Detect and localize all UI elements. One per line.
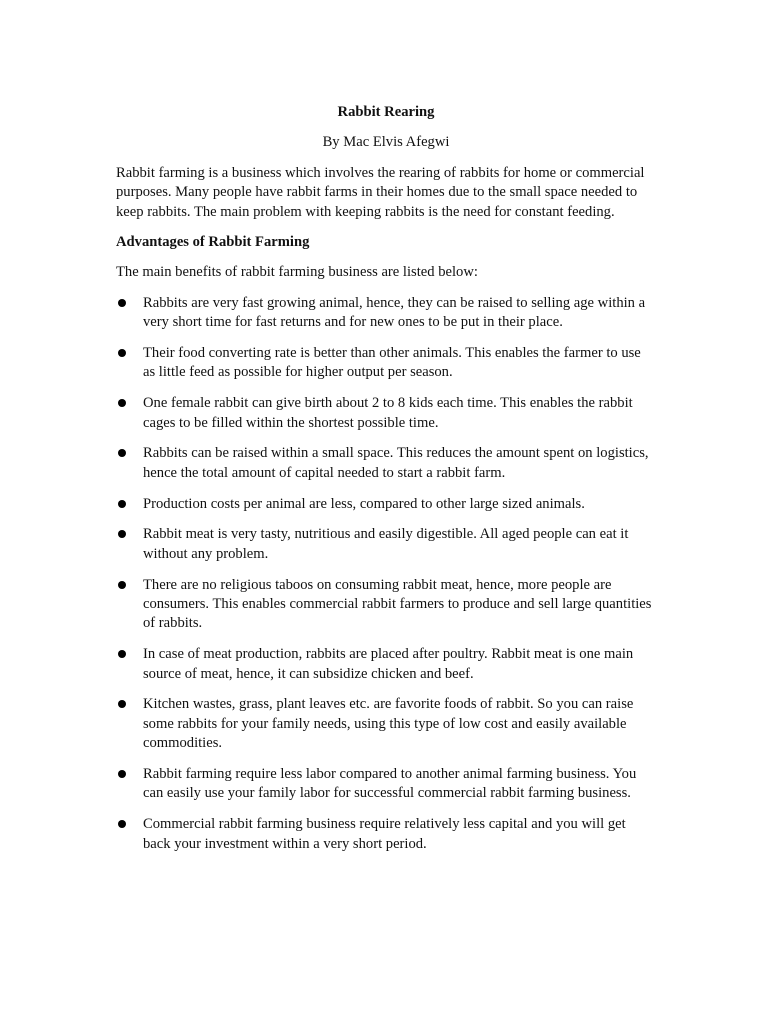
bullet-icon xyxy=(118,650,126,658)
section-intro: The main benefits of rabbit farming business are listed below: xyxy=(116,264,478,281)
section-heading: Advantages of Rabbit Farming xyxy=(116,234,310,251)
list-item-text: Commercial rabbit farming business require relatively less capital and you will get back your investment within a very short period. xyxy=(143,816,626,852)
list-item-text: Their food converting rate is better than other animals. This enables the farmer to use as little feed as possible for higher output per season. xyxy=(143,345,641,381)
list-item xyxy=(116,444,656,483)
list-item-text: Rabbit meat is very tasty, nutritious and easily digestible. All aged people can eat it without any problem. xyxy=(143,526,629,562)
bullet-icon xyxy=(118,770,126,778)
list-item xyxy=(116,815,656,854)
list-item xyxy=(116,576,656,634)
list-item xyxy=(116,765,656,804)
list-item-text: Rabbit farming require less labor compared to another animal farming business. You can easily use your family labor for successful commercial rabbit farming business. xyxy=(143,766,637,802)
list-item-text: Kitchen wastes, grass, plant leaves etc. are favorite foods of rabbit. So you can raise some rabbits for your family needs, using this type of low cost and easily available commodities. xyxy=(143,696,634,752)
bullet-icon xyxy=(118,500,126,508)
document-page xyxy=(116,103,656,865)
document-author: By Mac Elvis Afegwi xyxy=(322,134,450,151)
list-item xyxy=(116,294,656,333)
list-item-text: Rabbits are very fast growing animal, hence, they can be raised to selling age within a very short time for fast returns and for new ones to be put in their place. xyxy=(143,294,646,331)
list-item xyxy=(116,495,656,514)
intro-paragraph: Rabbit farming is a business which involves the rearing of rabbits for home or commercial purposes. Many people have rabbit farms in their homes due to the small space needed to keep rabbits. The main problem with keeping rabbits is the need for constant feeding. xyxy=(116,164,645,220)
list-item-text: Rabbits can be raised within a small space. This reduces the amount spent on logistics, hence the total amount of capital needed to start a rabbit farm. xyxy=(143,445,649,481)
list-item xyxy=(116,344,656,383)
bullet-icon xyxy=(118,349,126,357)
bullet-icon xyxy=(118,820,126,828)
advantages-list xyxy=(116,294,656,854)
list-item-text: There are no religious taboos on consuming rabbit meat, hence, more people are consumers. This enables commercial rabbit farmers to produce and sell large quantities of rabbits. xyxy=(143,576,652,632)
list-item xyxy=(116,695,656,753)
list-item-text: Production costs per animal are less, compared to other large sized animals. xyxy=(143,495,585,512)
bullet-icon xyxy=(118,700,126,708)
bullet-icon xyxy=(118,399,126,407)
list-item-text: One female rabbit can give birth about 2 to 8 kids each time. This enables the rabbit cages to be filled within the shortest possible time. xyxy=(143,395,633,431)
list-item xyxy=(116,394,656,433)
bullet-icon xyxy=(118,299,126,307)
bullet-icon xyxy=(118,581,126,589)
bullet-icon xyxy=(118,449,126,457)
list-item xyxy=(116,645,656,684)
list-item-text: In case of meat production, rabbits are placed after poultry. Rabbit meat is one main source of meat, hence, it can subsidize chicken and beef. xyxy=(143,646,634,682)
bullet-icon xyxy=(118,530,126,538)
document-title: Rabbit Rearing xyxy=(337,104,435,120)
list-item xyxy=(116,525,656,564)
